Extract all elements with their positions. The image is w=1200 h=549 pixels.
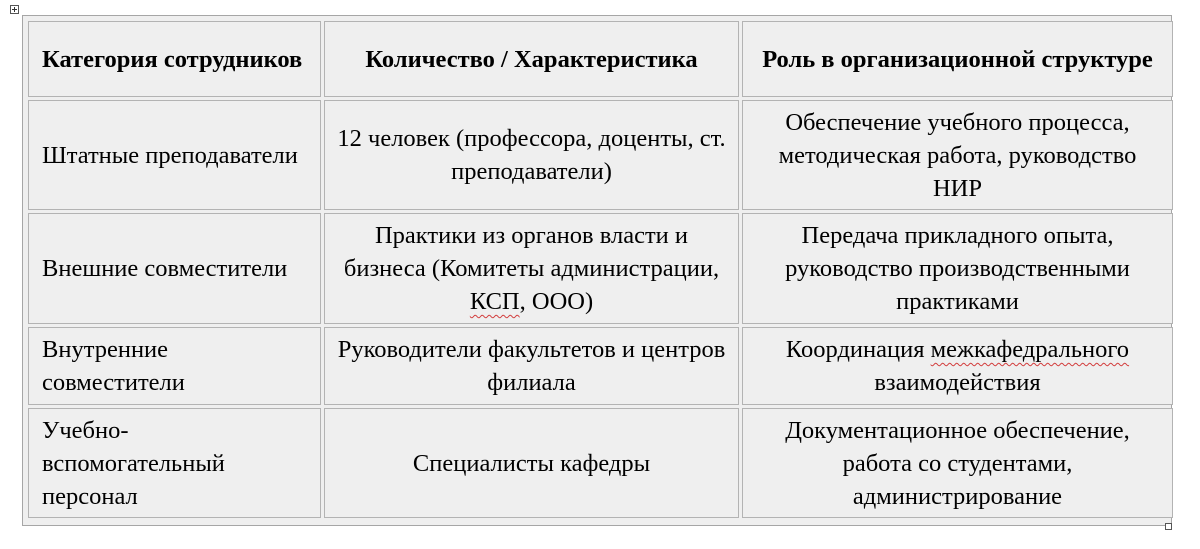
header-role: Роль в организационной структуре — [742, 21, 1173, 97]
cell-role — [742, 327, 1173, 405]
table-row — [28, 327, 1173, 405]
cell-category: Внешние совместители — [28, 213, 321, 324]
spellcheck-flagged-word: межкафедрального — [930, 336, 1130, 363]
cell-quantity: 12 человек (профессора, доценты, ст. преподаватели) — [324, 100, 739, 210]
cell-quantity — [324, 213, 739, 324]
cell-quantity: Руководители факультетов и центров филиала — [324, 327, 739, 405]
cell-role: Документационное обеспечение, работа со студентами, администрирование — [742, 408, 1173, 518]
staff-table — [25, 18, 1176, 521]
cell-quantity-text: , ООО) — [519, 288, 594, 315]
cell-quantity: Специалисты кафедры — [324, 408, 739, 518]
cell-role-text: взаимодействия — [874, 369, 1041, 396]
table-row — [28, 408, 1173, 518]
table-move-handle-icon[interactable] — [10, 5, 19, 14]
cell-quantity-text: Практики из органов власти и бизнеса (Комитеты администрации, — [343, 222, 720, 282]
table-row — [28, 213, 1173, 324]
table-header-row — [28, 21, 1173, 97]
cell-category: Учебно-вспомогательный персонал — [28, 408, 321, 518]
cell-role-text: Координация — [785, 336, 931, 363]
cell-category: Штатные преподаватели — [28, 100, 321, 210]
cell-category: Внутренние совместители — [28, 327, 321, 405]
cell-role: Обеспечение учебного процесса, методическая работа, руководство НИР — [742, 100, 1173, 210]
cell-role: Передача прикладного опыта, руководство производственными практиками — [742, 213, 1173, 324]
header-quantity: Количество / Характеристика — [324, 21, 739, 97]
spellcheck-flagged-word: КСП — [469, 288, 520, 315]
header-category: Категория сотрудников — [28, 21, 321, 97]
table-resize-handle-icon[interactable] — [1165, 523, 1172, 530]
table-row — [28, 100, 1173, 210]
